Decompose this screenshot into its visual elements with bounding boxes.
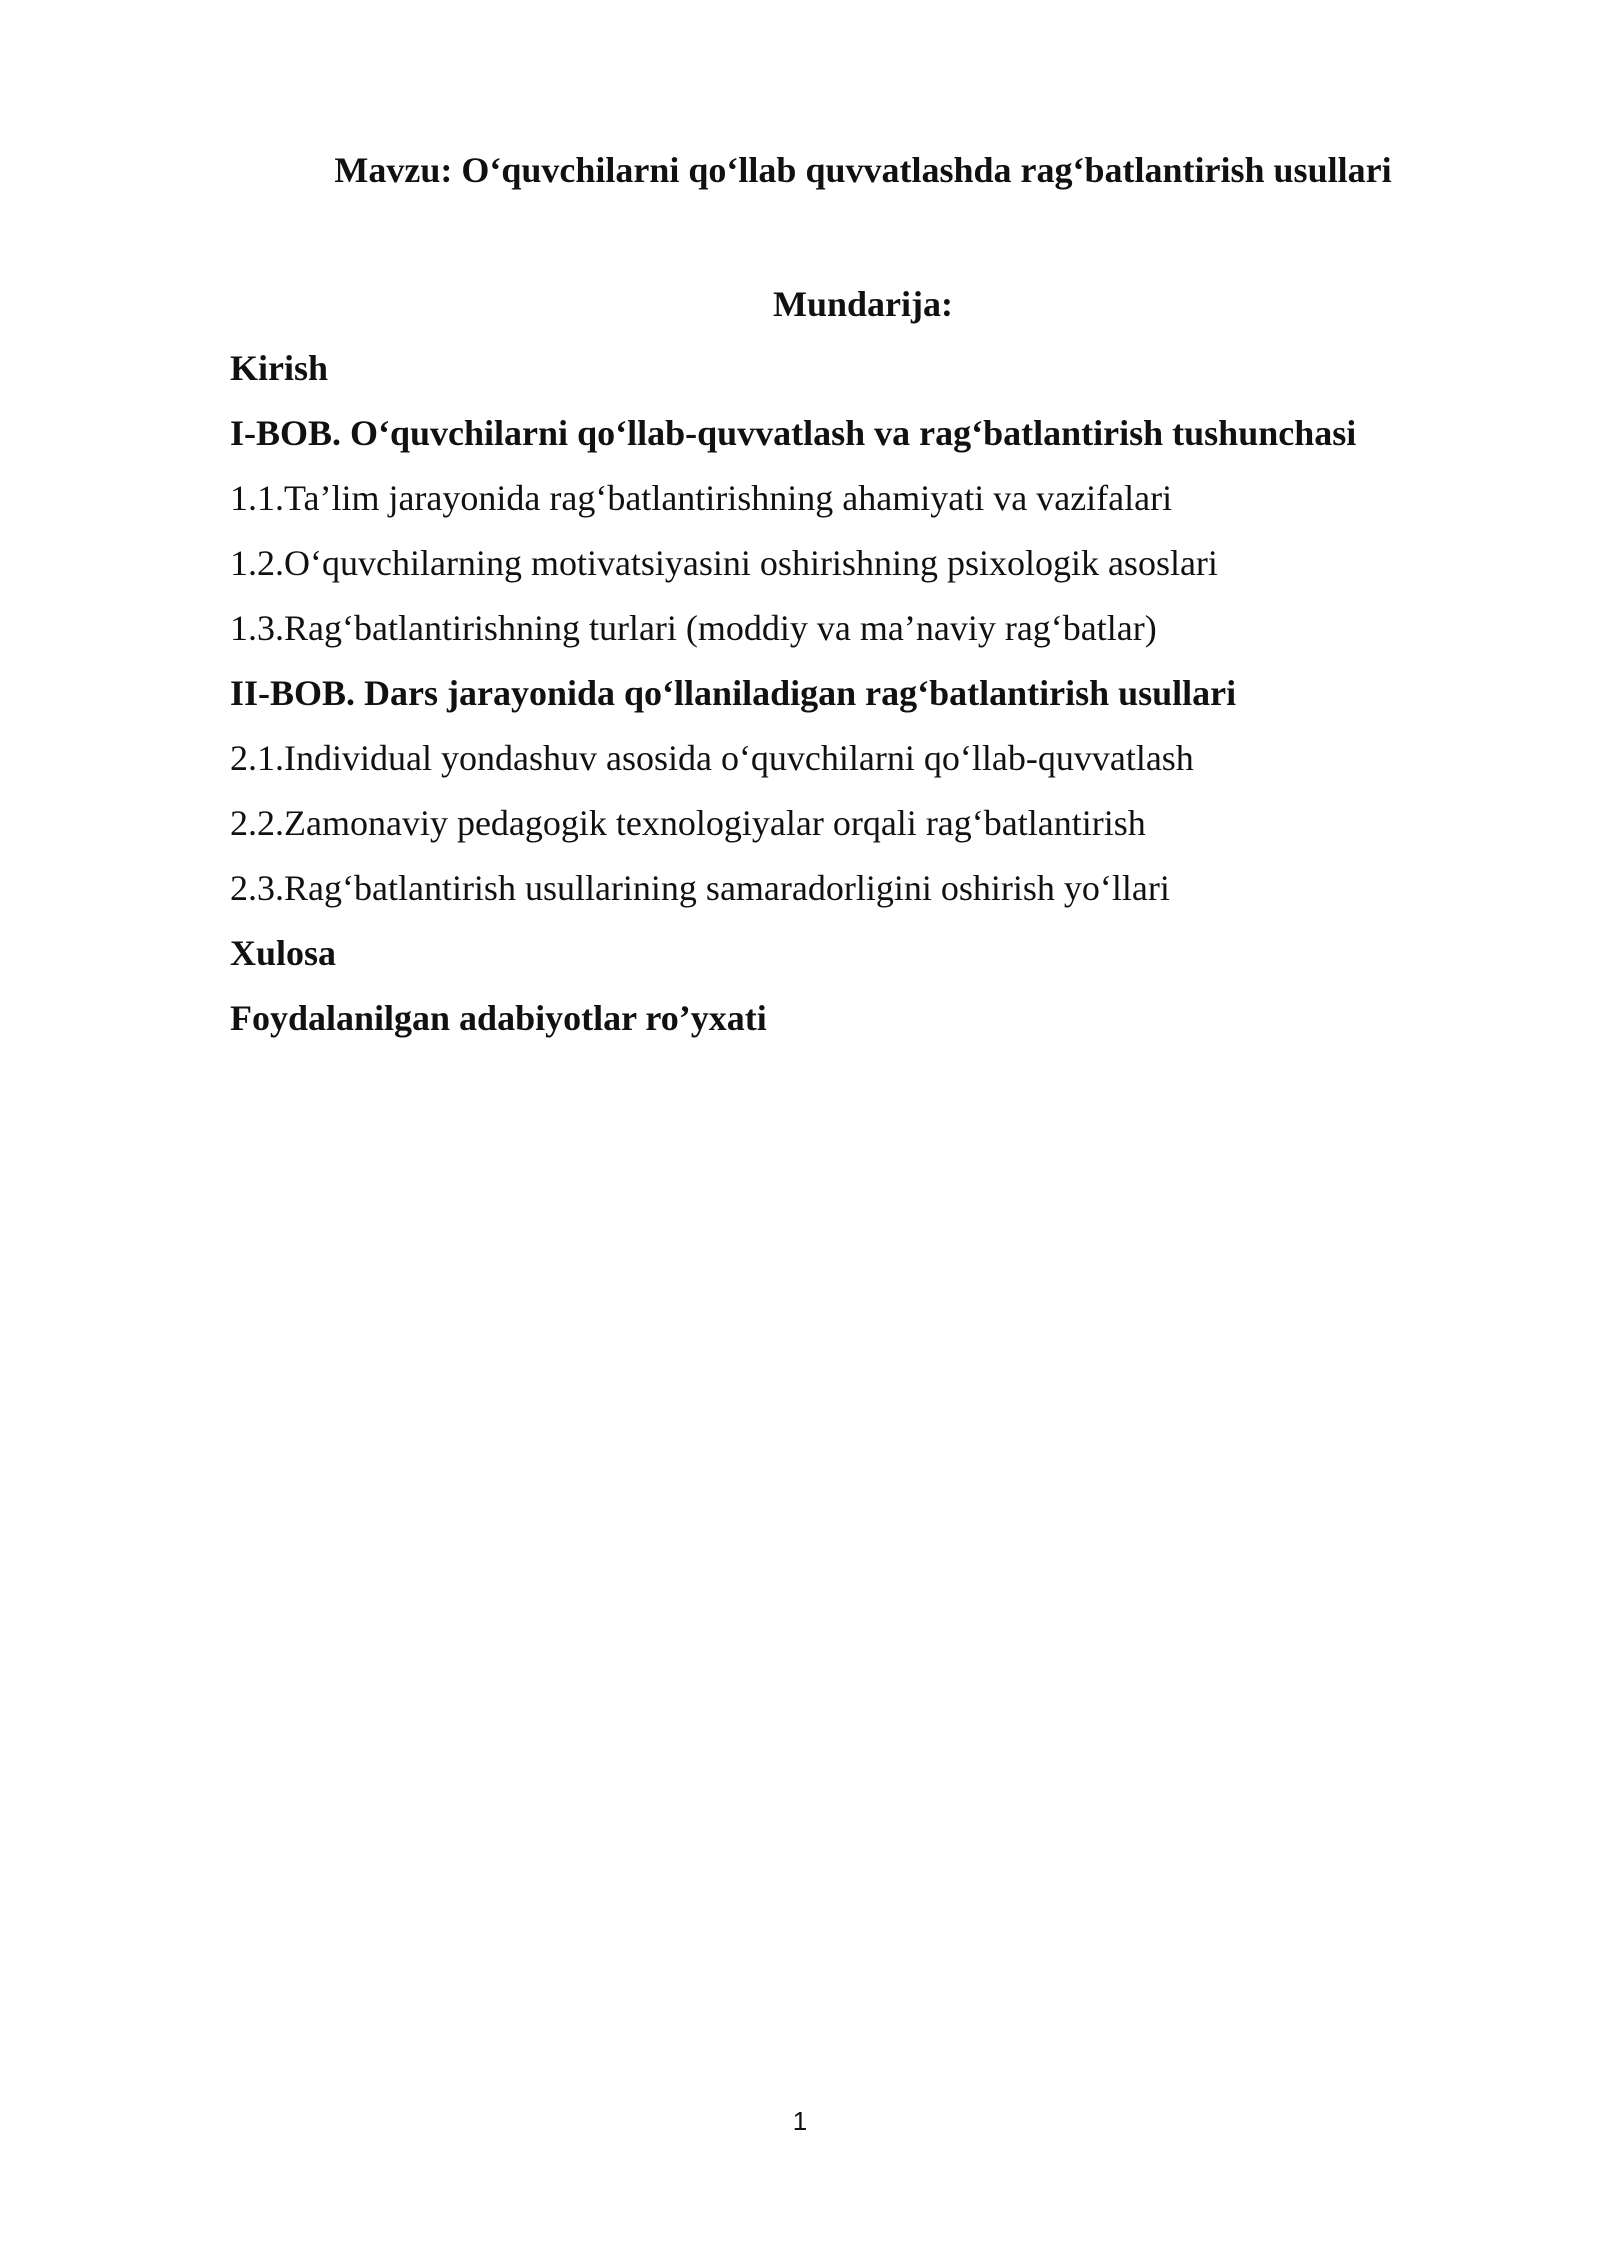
- toc-item-2-1: 2.1.Individual yondashuv asosida o‘quvchilarni qo‘llab-quvvatlash: [230, 738, 1194, 778]
- page-number: 1: [792, 2106, 808, 2136]
- toc-item-2-2: 2.2.Zamonaviy pedagogik texnologiyalar orqali rag‘batlantirish: [230, 803, 1146, 843]
- toc-item-1-3: 1.3.Rag‘batlantirishning turlari (moddiy va ma’naviy rag‘batlar): [230, 608, 1157, 648]
- toc-item-1-1: 1.1.Ta’lim jarayonida rag‘batlantirishning ahamiyati va vazifalari: [230, 478, 1173, 518]
- document-title: Mavzu: O‘quvchilarni qo‘llab quvvatlashda rag‘batlantirish usullari: [334, 150, 1392, 190]
- toc-item-xulosa: Xulosa: [230, 933, 337, 973]
- toc-item-kirish: Kirish: [230, 348, 329, 388]
- toc-item-chapter-2: II-BOB. Dars jarayonida qo‘llaniladigan rag‘batlantirish usullari: [230, 673, 1237, 713]
- toc-item-2-3: 2.3.Rag‘batlantirish usullarining samaradorligini oshirish yo‘llari: [230, 868, 1170, 908]
- toc-item-1-2: 1.2.O‘quvchilarning motivatsiyasini oshirishning psixologik asoslari: [230, 543, 1218, 583]
- toc-item-references: Foydalanilgan adabiyotlar ro’yxati: [230, 998, 767, 1038]
- table-of-contents: [230, 344, 1410, 1059]
- toc-item-chapter-1: I-BOB. O‘quvchilarni qo‘llab-quvvatlash va rag‘batlantirish tushunchasi: [230, 413, 1357, 453]
- toc-heading: Mundarija:: [773, 284, 953, 324]
